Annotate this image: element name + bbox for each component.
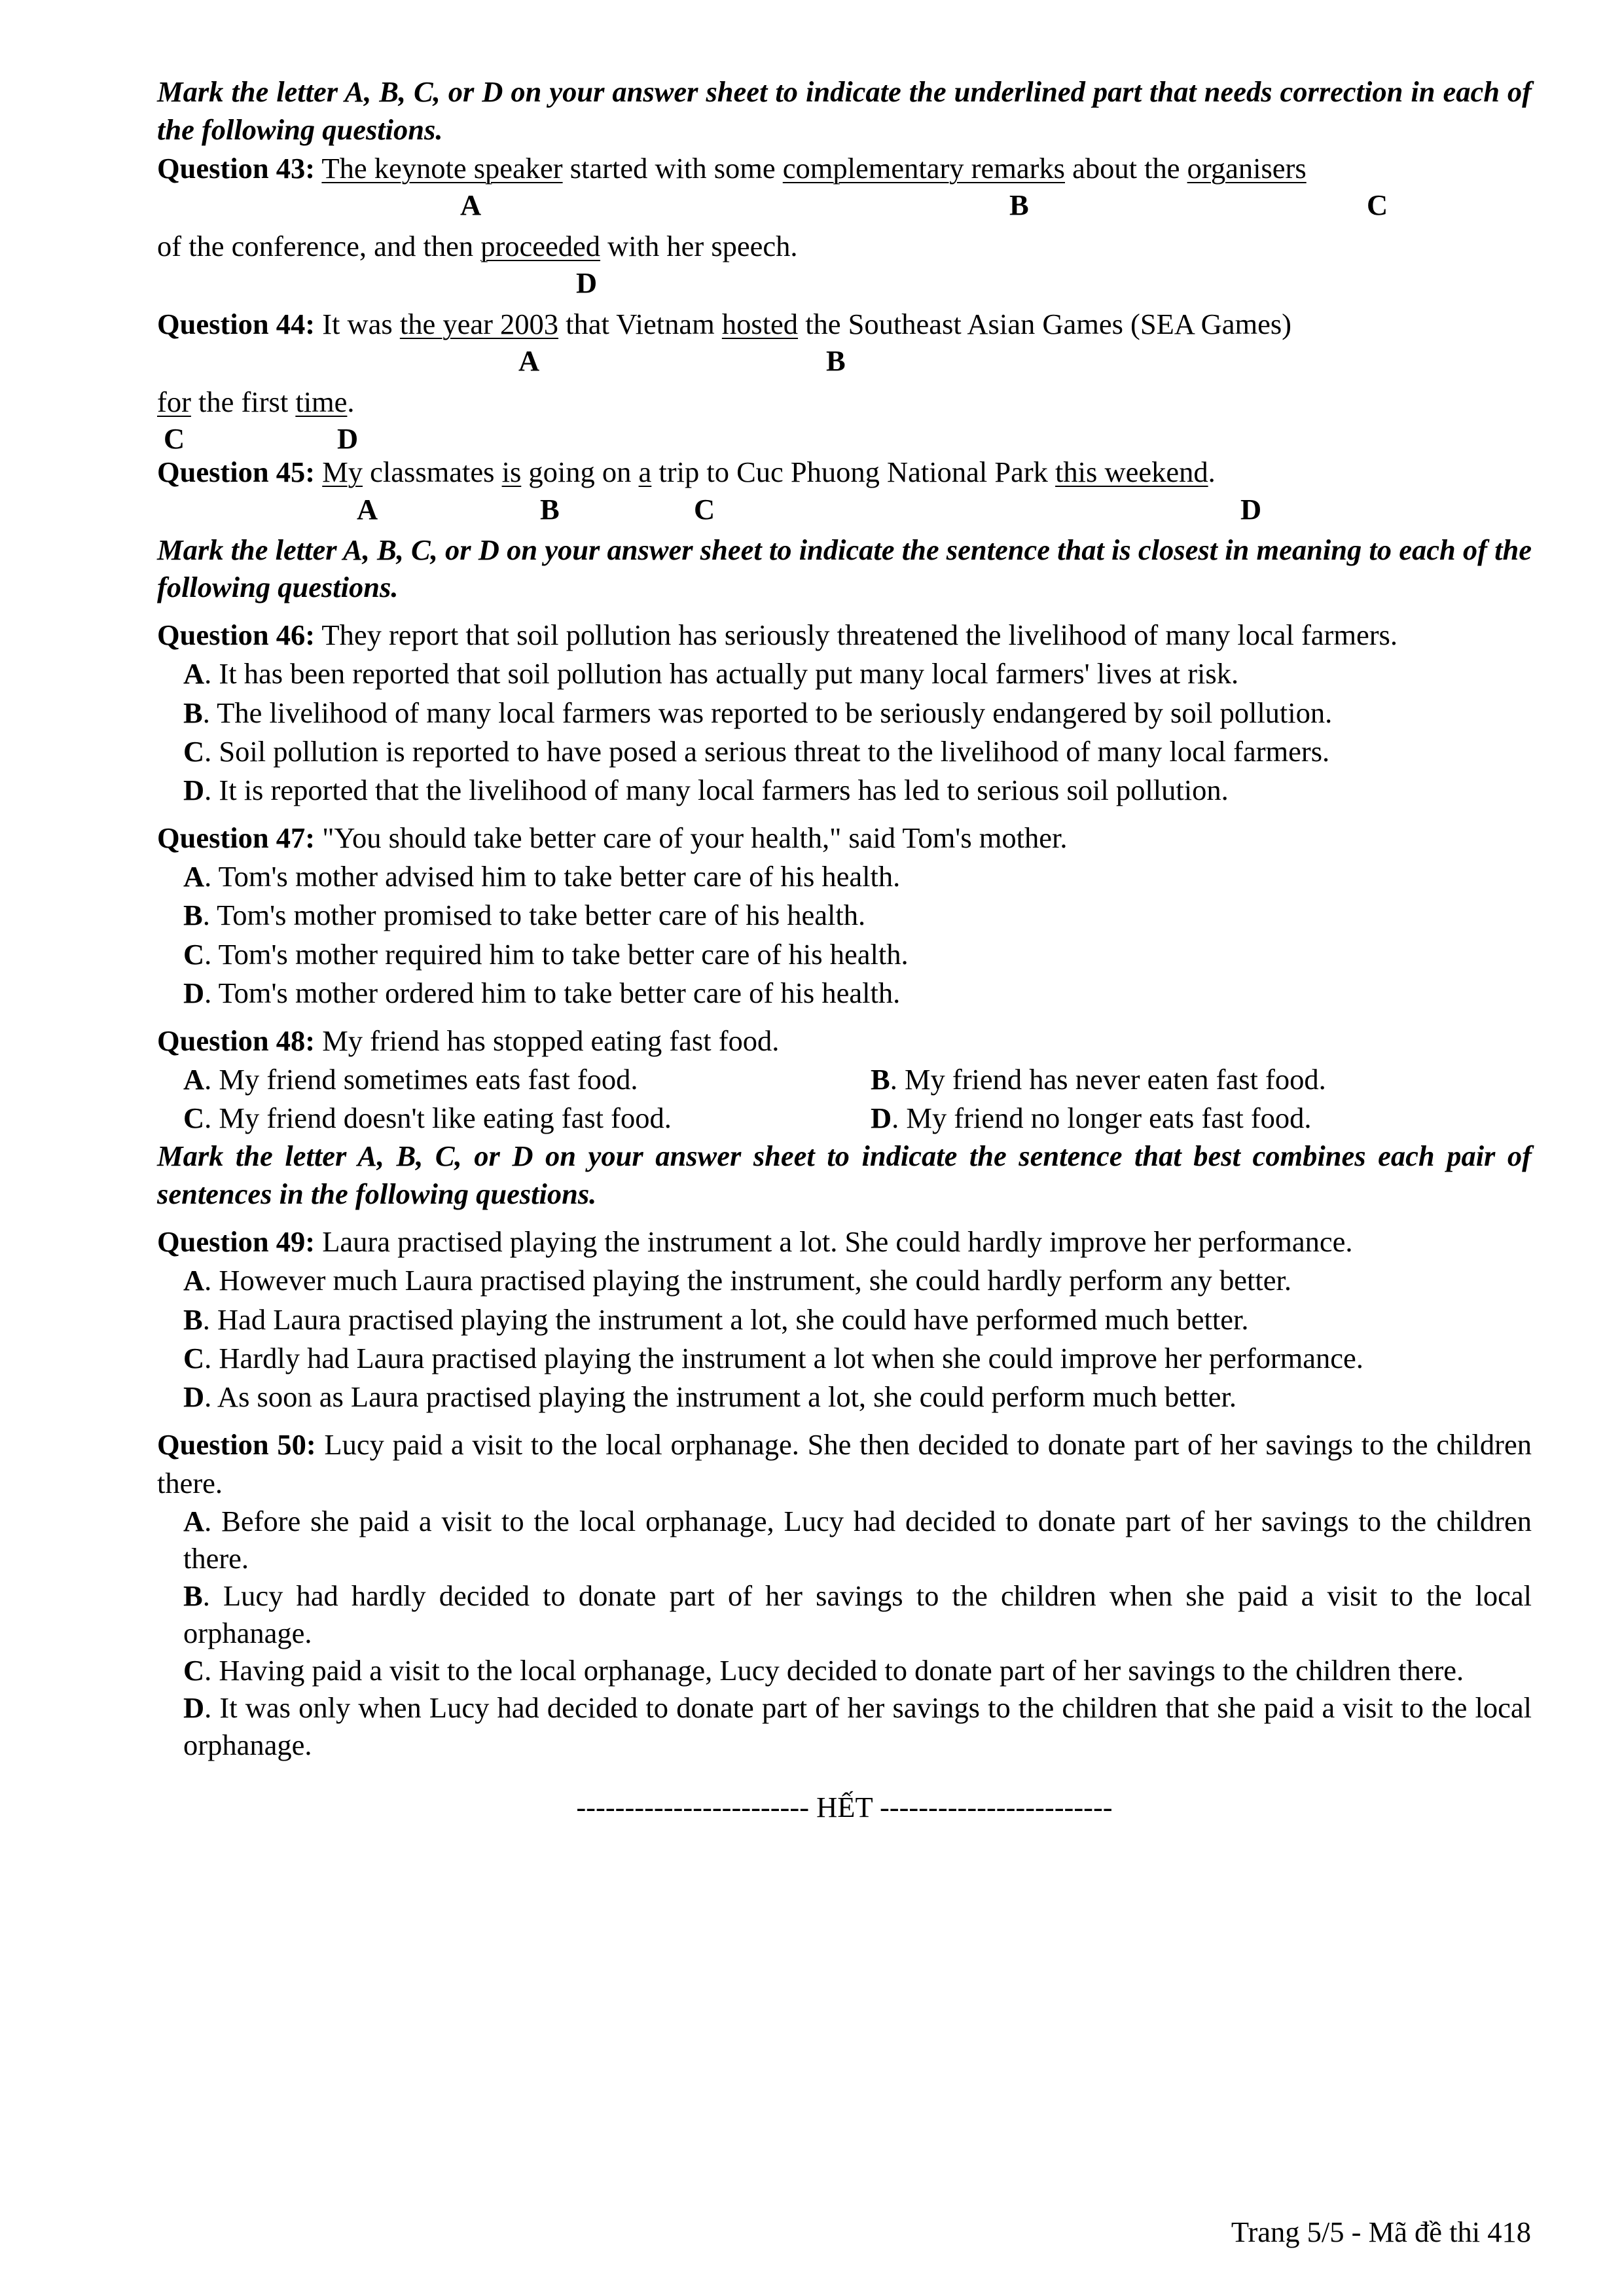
question-49-text: Laura practised playing the instrument a lot. She could hardly improve her performance.	[315, 1225, 1353, 1259]
q45-letter-d: D	[1240, 492, 1262, 526]
q45-option-b-text: is	[501, 456, 522, 489]
q45-text: .	[1208, 456, 1216, 489]
option-letter: C	[183, 1654, 205, 1687]
q46-option-c	[183, 732, 1532, 771]
option-text: . Before she paid a visit to the local orphanage, Lucy had decided to donate part of her savings to the children there.	[183, 1505, 1532, 1575]
question-48-label: Question 48:	[157, 1024, 316, 1057]
q47-option-a	[183, 857, 1532, 896]
option-text: . Soil pollution is reported to have posed a serious threat to the livelihood of many local farmers.	[204, 734, 1330, 768]
q44-text: the Southeast Asian Games (SEA Games)	[798, 308, 1291, 341]
q48-option-c	[183, 1099, 871, 1138]
question-44-line-1	[157, 305, 1532, 344]
question-46-label: Question 46:	[157, 619, 316, 652]
question-44-label: Question 44:	[157, 308, 316, 341]
question-50-text: Lucy paid a visit to the local orphanage. She then decided to donate part of her savings to the children there.	[157, 1428, 1532, 1500]
q43-letters-row-2	[157, 266, 1532, 305]
q46-option-d	[183, 771, 1532, 810]
q44-text: .	[347, 386, 355, 419]
q44-letters-row-1	[157, 344, 1532, 383]
spacer	[157, 810, 1532, 819]
q43-option-c-text: organisers	[1187, 151, 1307, 185]
option-letter: C	[183, 734, 205, 768]
question-46	[157, 616, 1532, 655]
q44-letter-a: A	[518, 344, 540, 378]
q45-text: trip to Cuc Phuong National Park	[651, 456, 1056, 489]
q44-option-b-text: hosted	[721, 308, 799, 341]
option-letter: C	[183, 1102, 205, 1135]
option-letter: A	[183, 657, 205, 691]
q44-option-a-text: the year 2003	[399, 308, 559, 341]
q45-letter-a: A	[357, 492, 378, 526]
question-43-line-1	[157, 149, 1532, 188]
option-text: . As soon as Laura practised playing the instrument a lot, she could perform much better.	[204, 1380, 1237, 1413]
question-47-label: Question 47:	[157, 821, 316, 855]
question-45-line-1	[157, 453, 1532, 492]
q46-option-b	[183, 694, 1532, 732]
question-50	[157, 1426, 1532, 1503]
q43-text: with her speech.	[600, 229, 798, 262]
option-letter: B	[183, 899, 203, 932]
q49-option-c	[183, 1339, 1532, 1378]
question-43-line-2	[157, 227, 1532, 266]
option-text: . Tom's mother ordered him to take better care of his health.	[204, 976, 901, 1009]
question-48-text: My friend has stopped eating fast food.	[315, 1024, 780, 1057]
question-46-text: They report that soil pollution has seriously threatened the livelihood of many local farmers.	[315, 619, 1398, 652]
option-letter: D	[183, 1380, 205, 1413]
question-47	[157, 819, 1532, 857]
option-letter: B	[183, 1579, 203, 1613]
q50-option-a	[183, 1503, 1532, 1577]
option-text: . However much Laura practised playing the instrument, she could hardly perform any better.	[204, 1264, 1291, 1297]
q47-option-c	[183, 935, 1532, 974]
option-text: . Lucy had hardly decided to donate part of her savings to the children when she paid a visit to the local orphanage.	[183, 1579, 1532, 1650]
option-text: . The livelihood of many local farmers was reported to be seriously endangered by soil pollution.	[202, 696, 1333, 729]
option-text: . Tom's mother advised him to take better care of his health.	[204, 860, 901, 893]
instruction-combine-sentences: Mark the letter A, B, C, or D on your answer sheet to indicate the sentence that best combines each pair of sentences in the following questions.	[157, 1139, 1532, 1211]
q50-option-b	[183, 1577, 1532, 1652]
q43-text: started with some	[562, 151, 783, 185]
q44-option-d-text: time	[295, 386, 348, 419]
q43-text: of the conference, and then	[157, 229, 481, 262]
option-letter: D	[183, 1691, 205, 1725]
q47-option-b	[183, 896, 1532, 935]
question-44-line-2	[157, 383, 1532, 422]
question-43-label: Question 43:	[157, 151, 316, 185]
spacer	[157, 607, 1532, 616]
q47-option-d	[183, 974, 1532, 1013]
option-text: . It is reported that the livelihood of many local farmers has led to serious soil pollution.	[204, 773, 1229, 806]
q45-option-d-text: this weekend	[1055, 456, 1208, 489]
spacer	[157, 1416, 1532, 1426]
spacer	[157, 1213, 1532, 1223]
q45-letter-c: C	[694, 492, 715, 526]
option-letter: C	[183, 937, 205, 971]
q43-letter-b: B	[1009, 188, 1029, 221]
option-letter: B	[183, 696, 203, 729]
option-letter: D	[183, 773, 205, 806]
option-text: . My friend sometimes eats fast food.	[204, 1063, 638, 1096]
option-letter: C	[183, 1341, 205, 1374]
q46-option-a	[183, 655, 1532, 693]
q45-letters-row	[157, 492, 1532, 531]
q48-option-a	[183, 1060, 871, 1099]
q44-letter-c: C	[164, 422, 185, 456]
q49-option-a	[183, 1261, 1532, 1300]
q43-letter-a: A	[460, 188, 482, 221]
option-letter: A	[183, 1063, 205, 1096]
option-text: . It was only when Lucy had decided to donate part of her savings to the children that she paid a visit to the local orphanage.	[183, 1691, 1532, 1762]
q44-letters-row-2	[157, 422, 1532, 456]
spacer	[157, 1013, 1532, 1022]
option-text: . My friend has never eaten fast food.	[890, 1063, 1326, 1096]
q43-letter-d: D	[576, 266, 598, 300]
q44-option-c-text: for	[157, 386, 191, 419]
q45-letter-b: B	[540, 492, 560, 526]
instruction-error-identification: Mark the letter A, B, C, or D on your answer sheet to indicate the underlined part that needs correction in each of the following questions.	[157, 75, 1532, 146]
option-letter: B	[183, 1302, 203, 1336]
q49-option-d	[183, 1378, 1532, 1416]
q44-text: the first	[190, 386, 296, 419]
q50-option-c	[183, 1652, 1532, 1689]
q45-option-a-text: My	[322, 456, 363, 489]
option-letter: B	[871, 1063, 890, 1096]
option-text: . It has been reported that soil pollution has actually put many local farmers' lives at risk.	[204, 657, 1239, 691]
q44-text: It was	[315, 308, 400, 341]
exam-page	[157, 73, 1532, 1824]
question-48	[157, 1022, 1532, 1060]
option-letter: D	[183, 976, 205, 1009]
end-of-exam-marker: ------------------------ HẾT ------------------------	[576, 1791, 1113, 1824]
option-letter: A	[183, 860, 205, 893]
option-text: . Had Laura practised playing the instrument a lot, she could have performed much better.	[202, 1302, 1249, 1336]
instruction-closest-meaning: Mark the letter A, B, C, or D on your answer sheet to indicate the sentence that is closest in meaning to each of the following questions.	[157, 533, 1532, 604]
question-50-label: Question 50:	[157, 1428, 316, 1462]
q45-text: classmates	[363, 456, 502, 489]
q43-letter-c: C	[1367, 188, 1388, 221]
q44-letter-b: B	[826, 344, 846, 378]
q43-letters-row-1	[157, 188, 1532, 227]
q44-letter-d: D	[337, 422, 359, 456]
option-letter: D	[871, 1102, 892, 1135]
q48-option-b	[871, 1060, 1558, 1099]
question-49	[157, 1223, 1532, 1261]
option-letter: A	[183, 1505, 205, 1538]
option-text: . Tom's mother promised to take better care of his health.	[202, 899, 866, 932]
q45-option-c-text: a	[638, 456, 652, 489]
q48-options-grid	[183, 1060, 1532, 1138]
page-footer: Trang 5/5 - Mã đề thi 418	[1231, 2215, 1531, 2248]
q43-option-d-text: proceeded	[480, 229, 601, 262]
q43-option-b-text: complementary remarks	[782, 151, 1065, 185]
option-text: . Hardly had Laura practised playing the instrument a lot when she could improve her performance.	[204, 1341, 1363, 1374]
q49-option-b	[183, 1300, 1532, 1339]
option-text: . Tom's mother required him to take better care of his health.	[204, 937, 909, 971]
q43-option-a-text: The keynote speaker	[321, 151, 563, 185]
question-49-label: Question 49:	[157, 1225, 316, 1259]
option-letter: A	[183, 1264, 205, 1297]
option-text: . My friend doesn't like eating fast food.	[204, 1102, 672, 1135]
question-47-text: "You should take better care of your health," said Tom's mother.	[315, 821, 1068, 855]
option-text: . Having paid a visit to the local orphanage, Lucy decided to donate part of her savings to the children there.	[204, 1654, 1464, 1687]
question-45-label: Question 45:	[157, 456, 316, 489]
q48-option-d	[871, 1099, 1558, 1138]
q43-text: about the	[1065, 151, 1187, 185]
option-text: . My friend no longer eats fast food.	[892, 1102, 1312, 1135]
q45-text: going on	[521, 456, 639, 489]
q44-text: that Vietnam	[558, 308, 722, 341]
q50-option-d	[183, 1689, 1532, 1764]
